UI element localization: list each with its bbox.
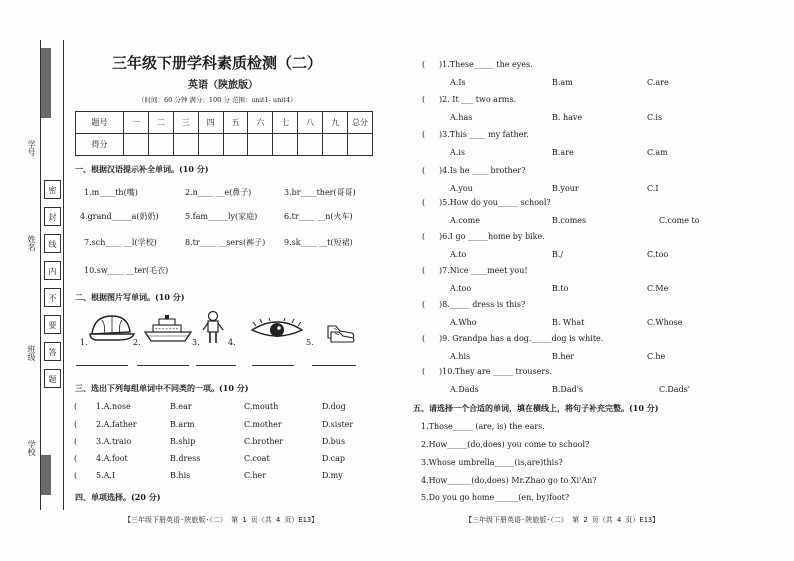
- section1-item: 6.tr____ __n(火车): [284, 212, 353, 221]
- answer-bracket[interactable]: (: [422, 166, 426, 175]
- option-c: C.is: [647, 113, 663, 122]
- answer-bracket[interactable]: (: [422, 198, 426, 207]
- question: )5.How do you_____ school?: [439, 198, 551, 207]
- section1-item: 10.sw____ __ter(毛衣): [84, 266, 169, 275]
- score-table-score-row: [76, 134, 373, 156]
- option-b: B.your: [552, 184, 579, 193]
- question: )8._____ dress is this?: [439, 300, 526, 309]
- question: )7.Nice ____meet you!: [439, 266, 528, 275]
- answer-bracket[interactable]: (: [422, 95, 426, 104]
- option-c: C.coat: [244, 454, 270, 463]
- section3-title: 三、选出下列每组单词中不同类的一项。(10 分): [75, 383, 249, 393]
- option-c: C.Whose: [647, 318, 683, 327]
- option-b: B.am: [552, 78, 573, 87]
- picture-label: 2.: [133, 338, 141, 347]
- option-d: D.sister: [322, 420, 354, 429]
- score-table-header-row: [76, 112, 373, 134]
- score-cell[interactable]: [298, 134, 323, 156]
- seal-char: 内: [44, 261, 61, 280]
- score-cell[interactable]: [173, 134, 198, 156]
- option-b: B.his: [170, 471, 191, 480]
- page-footer: 【三年级下册英语·陕旅版·（二） 第 2 页（共 4 页）E13】: [465, 516, 660, 524]
- score-cell[interactable]: [198, 134, 223, 156]
- answer-bracket-open[interactable]: (: [74, 437, 78, 446]
- option-b: B. What: [552, 318, 585, 327]
- exam-meta: （时间：60 分钟 满分：100 分 范围：unit1- unit4）: [138, 96, 297, 104]
- table-cell: 七: [273, 112, 298, 134]
- section1-item: 3.br____ther(哥哥): [284, 188, 356, 197]
- option-a: 5.A.I: [96, 471, 116, 480]
- score-cell[interactable]: [148, 134, 173, 156]
- question: )9. Grandpa has a dog._____dog is white.: [439, 334, 604, 343]
- answer-bracket-open[interactable]: (: [74, 420, 78, 429]
- option-c: C.mouth: [244, 402, 279, 411]
- option-d: D.bus: [322, 437, 346, 446]
- option-a: A.too: [450, 284, 472, 293]
- binding-line-inner: [63, 40, 64, 510]
- question: )2. It ___ two arms.: [439, 95, 517, 104]
- table-cell: 九: [323, 112, 348, 134]
- picture-label: 4.: [228, 338, 236, 347]
- option-c: C.her: [244, 471, 267, 480]
- option-a: A.you: [450, 184, 473, 193]
- table-cell: 五: [223, 112, 248, 134]
- option-c: C.I: [647, 184, 659, 193]
- option-b: B.arm: [170, 420, 195, 429]
- school-label: 学校: [27, 440, 36, 456]
- option-a: A.come: [450, 216, 480, 225]
- answer-bracket[interactable]: (: [422, 300, 426, 309]
- option-c: C.Dads': [659, 385, 690, 394]
- shoes-picture: [326, 320, 356, 344]
- option-b: B.to: [552, 284, 569, 293]
- option-a: A.to: [450, 250, 467, 259]
- child-picture: [200, 310, 226, 346]
- fill-blank-item: 2.How_____(do,does) you come to school?: [421, 440, 590, 449]
- answer-line[interactable]: [196, 365, 236, 366]
- seal-char: 答: [44, 342, 61, 361]
- fill-blank-item: 5.Do you go home______(en, by)foot?: [421, 493, 570, 502]
- answer-bracket-open[interactable]: (: [74, 471, 78, 480]
- seal-char: 要: [44, 315, 61, 334]
- option-c: C.are: [647, 78, 669, 87]
- option-c: C.come to: [659, 216, 700, 225]
- option-a: A.Who: [450, 318, 477, 327]
- seal-char: 线: [44, 234, 61, 253]
- table-cell: 一: [124, 112, 149, 134]
- option-b: B.comes: [552, 216, 587, 225]
- option-a: A.is: [450, 148, 465, 157]
- score-cell[interactable]: [348, 134, 373, 156]
- option-b: B.are: [552, 148, 574, 157]
- fill-blank-item: 1.Those_____ (are, is) the ears.: [421, 422, 545, 431]
- binding-mark-top: [41, 48, 51, 118]
- option-b: B.dress: [170, 454, 201, 463]
- table-cell: 得分: [76, 134, 124, 156]
- table-cell: 题号: [76, 112, 124, 134]
- table-cell: 四: [198, 112, 223, 134]
- option-b: B.ear: [170, 402, 192, 411]
- score-cell[interactable]: [323, 134, 348, 156]
- option-c: C.brother: [244, 437, 284, 446]
- page-footer: 【三年级下册英语·陕旅版·（二） 第 1 页（共 4 页）E13】: [124, 516, 319, 524]
- option-b: B./: [552, 250, 564, 259]
- ship-picture: [143, 314, 193, 344]
- table-cell: 总分: [348, 112, 373, 134]
- student-id-label: 学号: [27, 140, 36, 156]
- score-cell[interactable]: [124, 134, 149, 156]
- question: )1.These_____ the eyes.: [439, 60, 533, 69]
- option-a: 2.A.father: [96, 420, 137, 429]
- answer-line[interactable]: [137, 365, 189, 366]
- option-c: C.Me: [647, 284, 669, 293]
- cap-picture: [88, 312, 136, 344]
- option-c: C.too: [647, 250, 669, 259]
- table-cell: 六: [248, 112, 273, 134]
- section1-item: 7.sch____ __l(学校): [84, 238, 157, 247]
- table-cell: 三: [173, 112, 198, 134]
- score-table: [75, 111, 373, 156]
- question: )6.I go _____home by bike.: [439, 232, 545, 241]
- option-a: A.has: [450, 113, 473, 122]
- name-label: 姓名: [27, 235, 36, 251]
- score-cell[interactable]: [273, 134, 298, 156]
- option-a: A.Is: [450, 78, 466, 87]
- option-c: C.am: [647, 148, 668, 157]
- section1-item: 9.sk____ __t(短裙): [284, 238, 353, 247]
- answer-bracket[interactable]: (: [422, 334, 426, 343]
- answer-bracket[interactable]: (: [422, 266, 426, 275]
- option-b: B.Dad's: [552, 385, 584, 394]
- section5-title: 五、请选择一个合适的单词，填在横线上，将句子补充完整。(10 分): [413, 403, 659, 413]
- answer-bracket-open[interactable]: (: [74, 402, 78, 411]
- fill-blank-item: 3.Whose umbrella_____(is,are)this?: [421, 458, 563, 467]
- class-label: 班级: [27, 345, 36, 361]
- answer-bracket-open[interactable]: (: [74, 454, 78, 463]
- option-d: D.dog: [322, 402, 346, 411]
- question: )3.This ____ my father.: [439, 130, 529, 139]
- answer-line[interactable]: [252, 365, 294, 366]
- option-a: 3.A.traio: [96, 437, 132, 446]
- option-d: D.my: [322, 471, 343, 480]
- section1-item: 5.fam_____ly(家庭): [185, 212, 258, 221]
- exam-title: 三年级下册学科素质检测（二）: [112, 54, 323, 72]
- option-b: B.her: [552, 352, 575, 361]
- picture-label: 3.: [192, 338, 200, 347]
- option-a: 4.A.foot: [96, 454, 128, 463]
- picture-label: 1.: [80, 338, 88, 347]
- section1-item: 8.tr____ __sers(裤子): [185, 238, 266, 247]
- option-c: C.he: [647, 352, 666, 361]
- right-page: [397, 0, 794, 561]
- eye-picture: [250, 318, 304, 342]
- exam-subtitle: 英语（陕旅版）: [188, 80, 258, 91]
- fill-blank-item: 4.How______(do,does) Mr.Zhao go to Xi'An?: [421, 476, 597, 485]
- answer-line[interactable]: [76, 365, 128, 366]
- question: )4.Is he ____ brother?: [439, 166, 526, 175]
- option-a: A.Dads: [450, 385, 479, 394]
- score-cell[interactable]: [248, 134, 273, 156]
- table-cell: 二: [148, 112, 173, 134]
- section2-title: 二、根据图片写单词。(10 分): [75, 292, 185, 302]
- seal-char: 封: [44, 207, 61, 226]
- seal-char: 不: [44, 288, 61, 307]
- question: )10.They are _____ trousers.: [439, 367, 552, 376]
- answer-bracket[interactable]: (: [422, 130, 426, 139]
- binding-mark-bottom: [41, 455, 51, 495]
- seal-char: 密: [44, 180, 61, 199]
- option-c: C.mother: [244, 420, 282, 429]
- option-a: A.his: [450, 352, 471, 361]
- answer-line[interactable]: [312, 365, 356, 366]
- answer-bracket[interactable]: (: [422, 60, 426, 69]
- section1-title: 一、根据汉语提示补全单词。(10 分): [75, 164, 209, 174]
- option-d: D.cap: [322, 454, 346, 463]
- section4-title: 四、单项选择。(20 分): [75, 492, 161, 502]
- seal-char: 题: [44, 369, 61, 388]
- answer-bracket[interactable]: (: [422, 232, 426, 241]
- score-cell[interactable]: [223, 134, 248, 156]
- option-b: B. have: [552, 113, 583, 122]
- option-b: B.ship: [170, 437, 196, 446]
- option-a: 1.A.nose: [96, 402, 131, 411]
- section1-item: 1.m____th(嘴): [84, 188, 138, 197]
- table-cell: 八: [298, 112, 323, 134]
- answer-bracket[interactable]: (: [422, 367, 426, 376]
- picture-label: 5.: [306, 338, 314, 347]
- section1-item: 4.grand_____a(奶奶): [80, 212, 159, 221]
- section1-item: 2.n____ __e(鼻子): [185, 188, 252, 197]
